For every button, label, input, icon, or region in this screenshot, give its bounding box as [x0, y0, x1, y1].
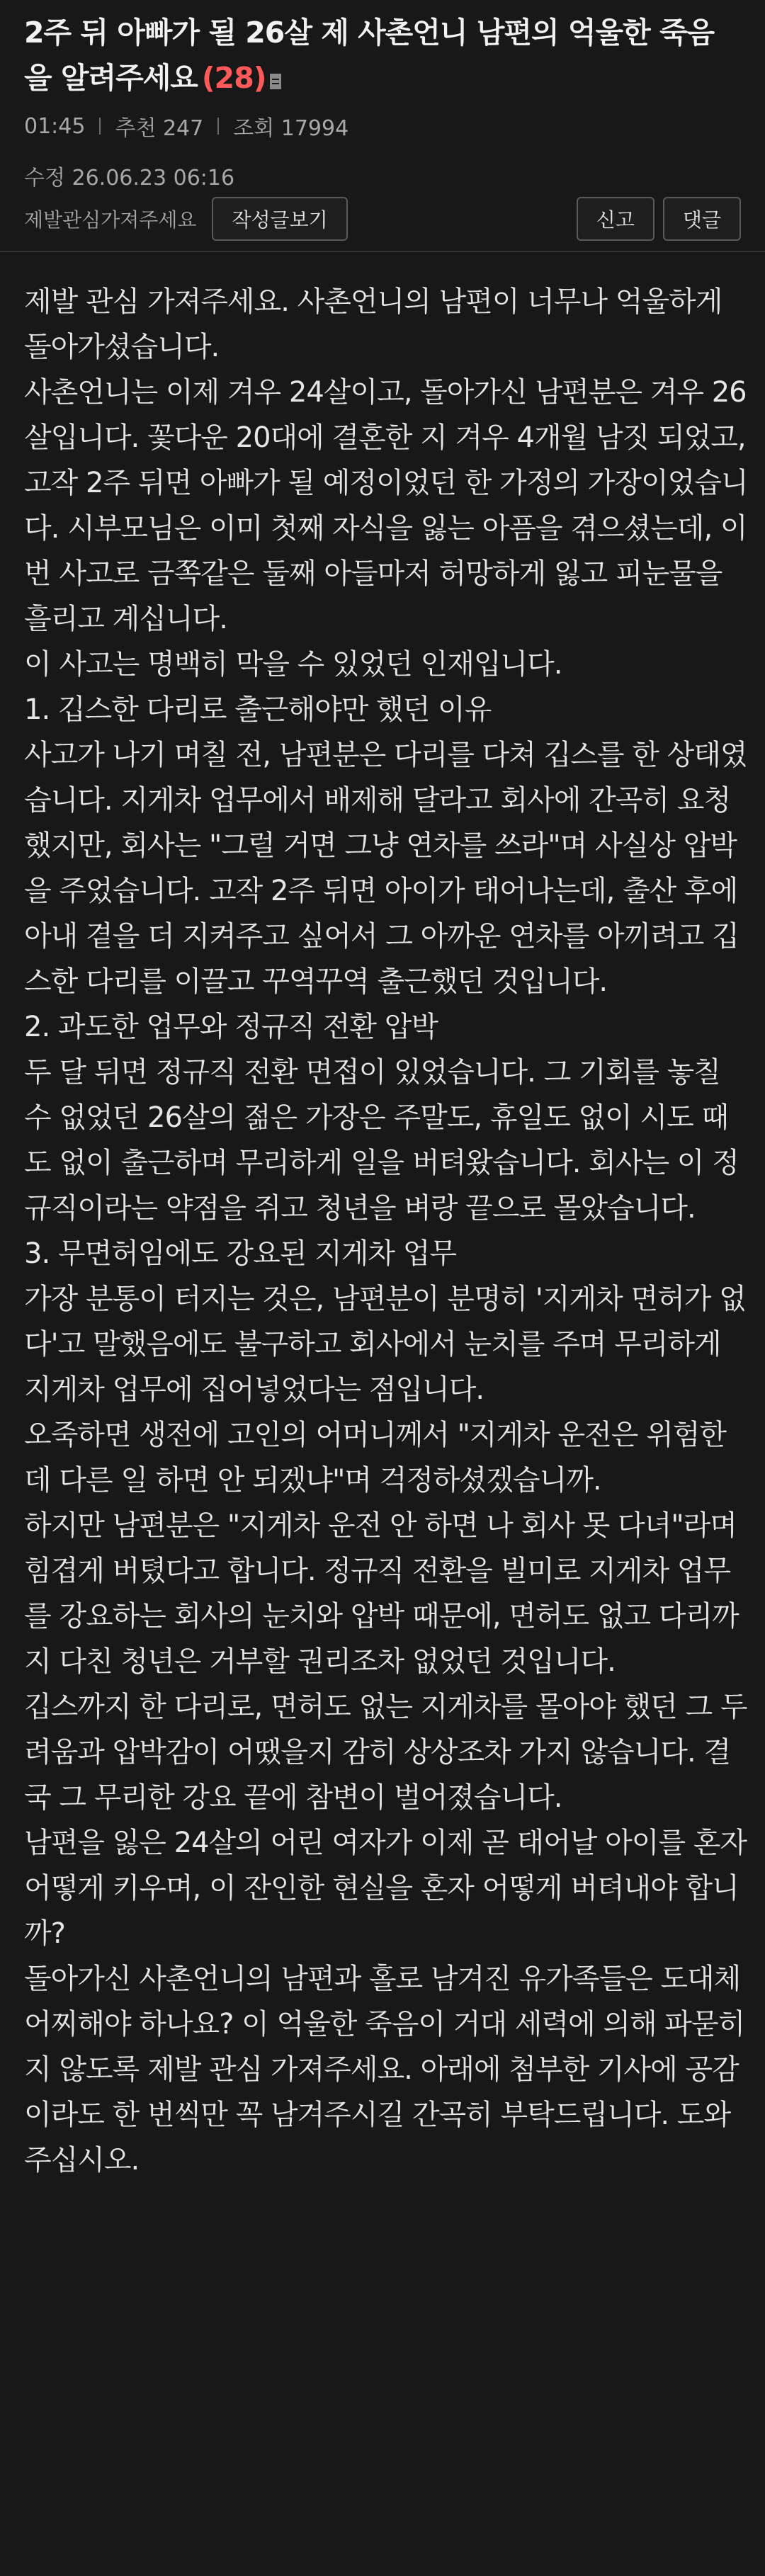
- post-header: [0, 0, 765, 252]
- post-title: [24, 10, 741, 101]
- comment-count[interactable]: (28): [201, 61, 266, 95]
- body-paragraph: 남편을 잃은 24살의 어린 여자가 이제 곧 태어날 아이를 혼자 어떻게 키우며, 이 잔인한 현실을 혼자 어떻게 버텨내야 합니까?: [24, 1827, 747, 1950]
- body-paragraph: 가장 분통이 터지는 것은, 남편분이 분명히 '지게차 면허가 없다'고 말했음에도 불구하고 회사에서 눈치를 주며 무리하게 지게차 업무에 집어넣었다는 점입니다.: [24, 1283, 746, 1406]
- section-heading: 1. 깁스한 다리로 출근해야만 했던 이유: [24, 693, 492, 726]
- view-author-posts-button[interactable]: 작성글보기: [212, 197, 347, 241]
- post-time: 01:45: [24, 113, 86, 139]
- post-title-text: 2주 뒤 아빠가 될 26살 제 사촌언니 남편의 억울한 죽음을 알려주세요: [24, 16, 715, 95]
- document-icon: [270, 74, 281, 89]
- view-count: 조회 17994: [233, 116, 349, 141]
- body-paragraph: 돌아가신 사촌언니의 남편과 홀로 남겨진 유가족들은 도대체 어찌해야 하나요? 이 억울한 죽음이 거대 세력에 의해 파묻히지 않도록 제발 관심 가져주세요. 아래에 첨부한 기사에 공감이라도 한 번씩만 꼭 남겨주시길 간곡히 부탁드립니다. 도와주십시오.: [24, 1963, 745, 2177]
- post-toolbar: [24, 197, 741, 241]
- meta-divider: [99, 118, 101, 135]
- post-subject: 제발관심가져주세요: [24, 208, 197, 232]
- report-button[interactable]: 신고: [577, 197, 654, 241]
- body-paragraph: 두 달 뒤면 정규직 전환 면접이 있었습니다. 그 기회를 놓칠 수 없었던 26살의 젊은 가장은 주말도, 휴일도 없이 시도 때도 없이 출근하며 무리하게 일을 버텨왔습니다. 회사는 이 정규직이라는 약점을 쥐고 청년을 벼랑 끝으로 몰았습니다.: [24, 1056, 739, 1225]
- post-meta: [24, 110, 741, 142]
- meta-divider: [217, 118, 219, 135]
- recommend-count: 추천 247: [115, 116, 204, 141]
- post-body: [0, 252, 765, 2183]
- body-paragraph: 오죽하면 생전에 고인의 어머니께서 "지게차 운전은 위험한데 다른 일 하면 안 되겠냐"며 걱정하셨겠습니까.: [24, 1419, 727, 1497]
- section-heading: 3. 무면허임에도 강요된 지게차 업무: [24, 1237, 456, 1270]
- body-paragraph: 이 사고는 명백히 막을 수 있었던 인재입니다.: [24, 648, 562, 681]
- edited-timestamp: 수정 26.06.23 06:16: [24, 166, 235, 191]
- body-paragraph: 사촌언니는 이제 겨우 24살이고, 돌아가신 남편분은 겨우 26살입니다. 꽃다운 20대에 결혼한 지 겨우 4개월 남짓 되었고, 고작 2주 뒤면 아빠가 될 예정이었던 한 가정의 가장이었습니다. 시부모님은 이미 첫째 자식을 잃는 아픔을 겪으셨는데, 이번 사고로 금쪽같은 둘째 아들마저 허망하게 잃고 피눈물을 흘리고 계십니다.: [24, 376, 748, 635]
- body-paragraph: 깁스까지 한 다리로, 면허도 없는 지게차를 몰아야 했던 그 두려움과 압박감이 어땠을지 감히 상상조차 가지 않습니다. 결국 그 무리한 강요 끝에 참변이 벌어졌습니다.: [24, 1691, 747, 1814]
- body-paragraph: 제발 관심 가져주세요. 사촌언니의 남편이 너무나 억울하게 돌아가셨습니다.: [24, 285, 722, 363]
- body-paragraph: 사고가 나기 며칠 전, 남편분은 다리를 다쳐 깁스를 한 상태였습니다. 지게차 업무에서 배제해 달라고 회사에 간곡히 요청했지만, 회사는 "그럴 거면 그냥 연차를 쓰라"며 사실상 압박을 주었습니다. 고작 2주 뒤면 아이가 태어나는데, 출산 후에 아내 곁을 더 지켜주고 싶어서 그 아까운 연차를 아끼려고 깁스한 다리를 이끌고 꾸역꾸역 출근했던 것입니다.: [24, 739, 747, 998]
- section-heading: 2. 과도한 업무와 정규직 전환 압박: [24, 1011, 438, 1043]
- body-paragraph: 하지만 남편분은 "지게차 운전 안 하면 나 회사 못 다녀"라며 힘겹게 버텼다고 합니다. 정규직 전환을 빌미로 지게차 업무를 강요하는 회사의 눈치와 압박 때문에, 면허도 없고 다리까지 다친 청년은 거부할 권리조차 없었던 것입니다.: [24, 1509, 739, 1678]
- comment-button[interactable]: 댓글: [663, 197, 741, 241]
